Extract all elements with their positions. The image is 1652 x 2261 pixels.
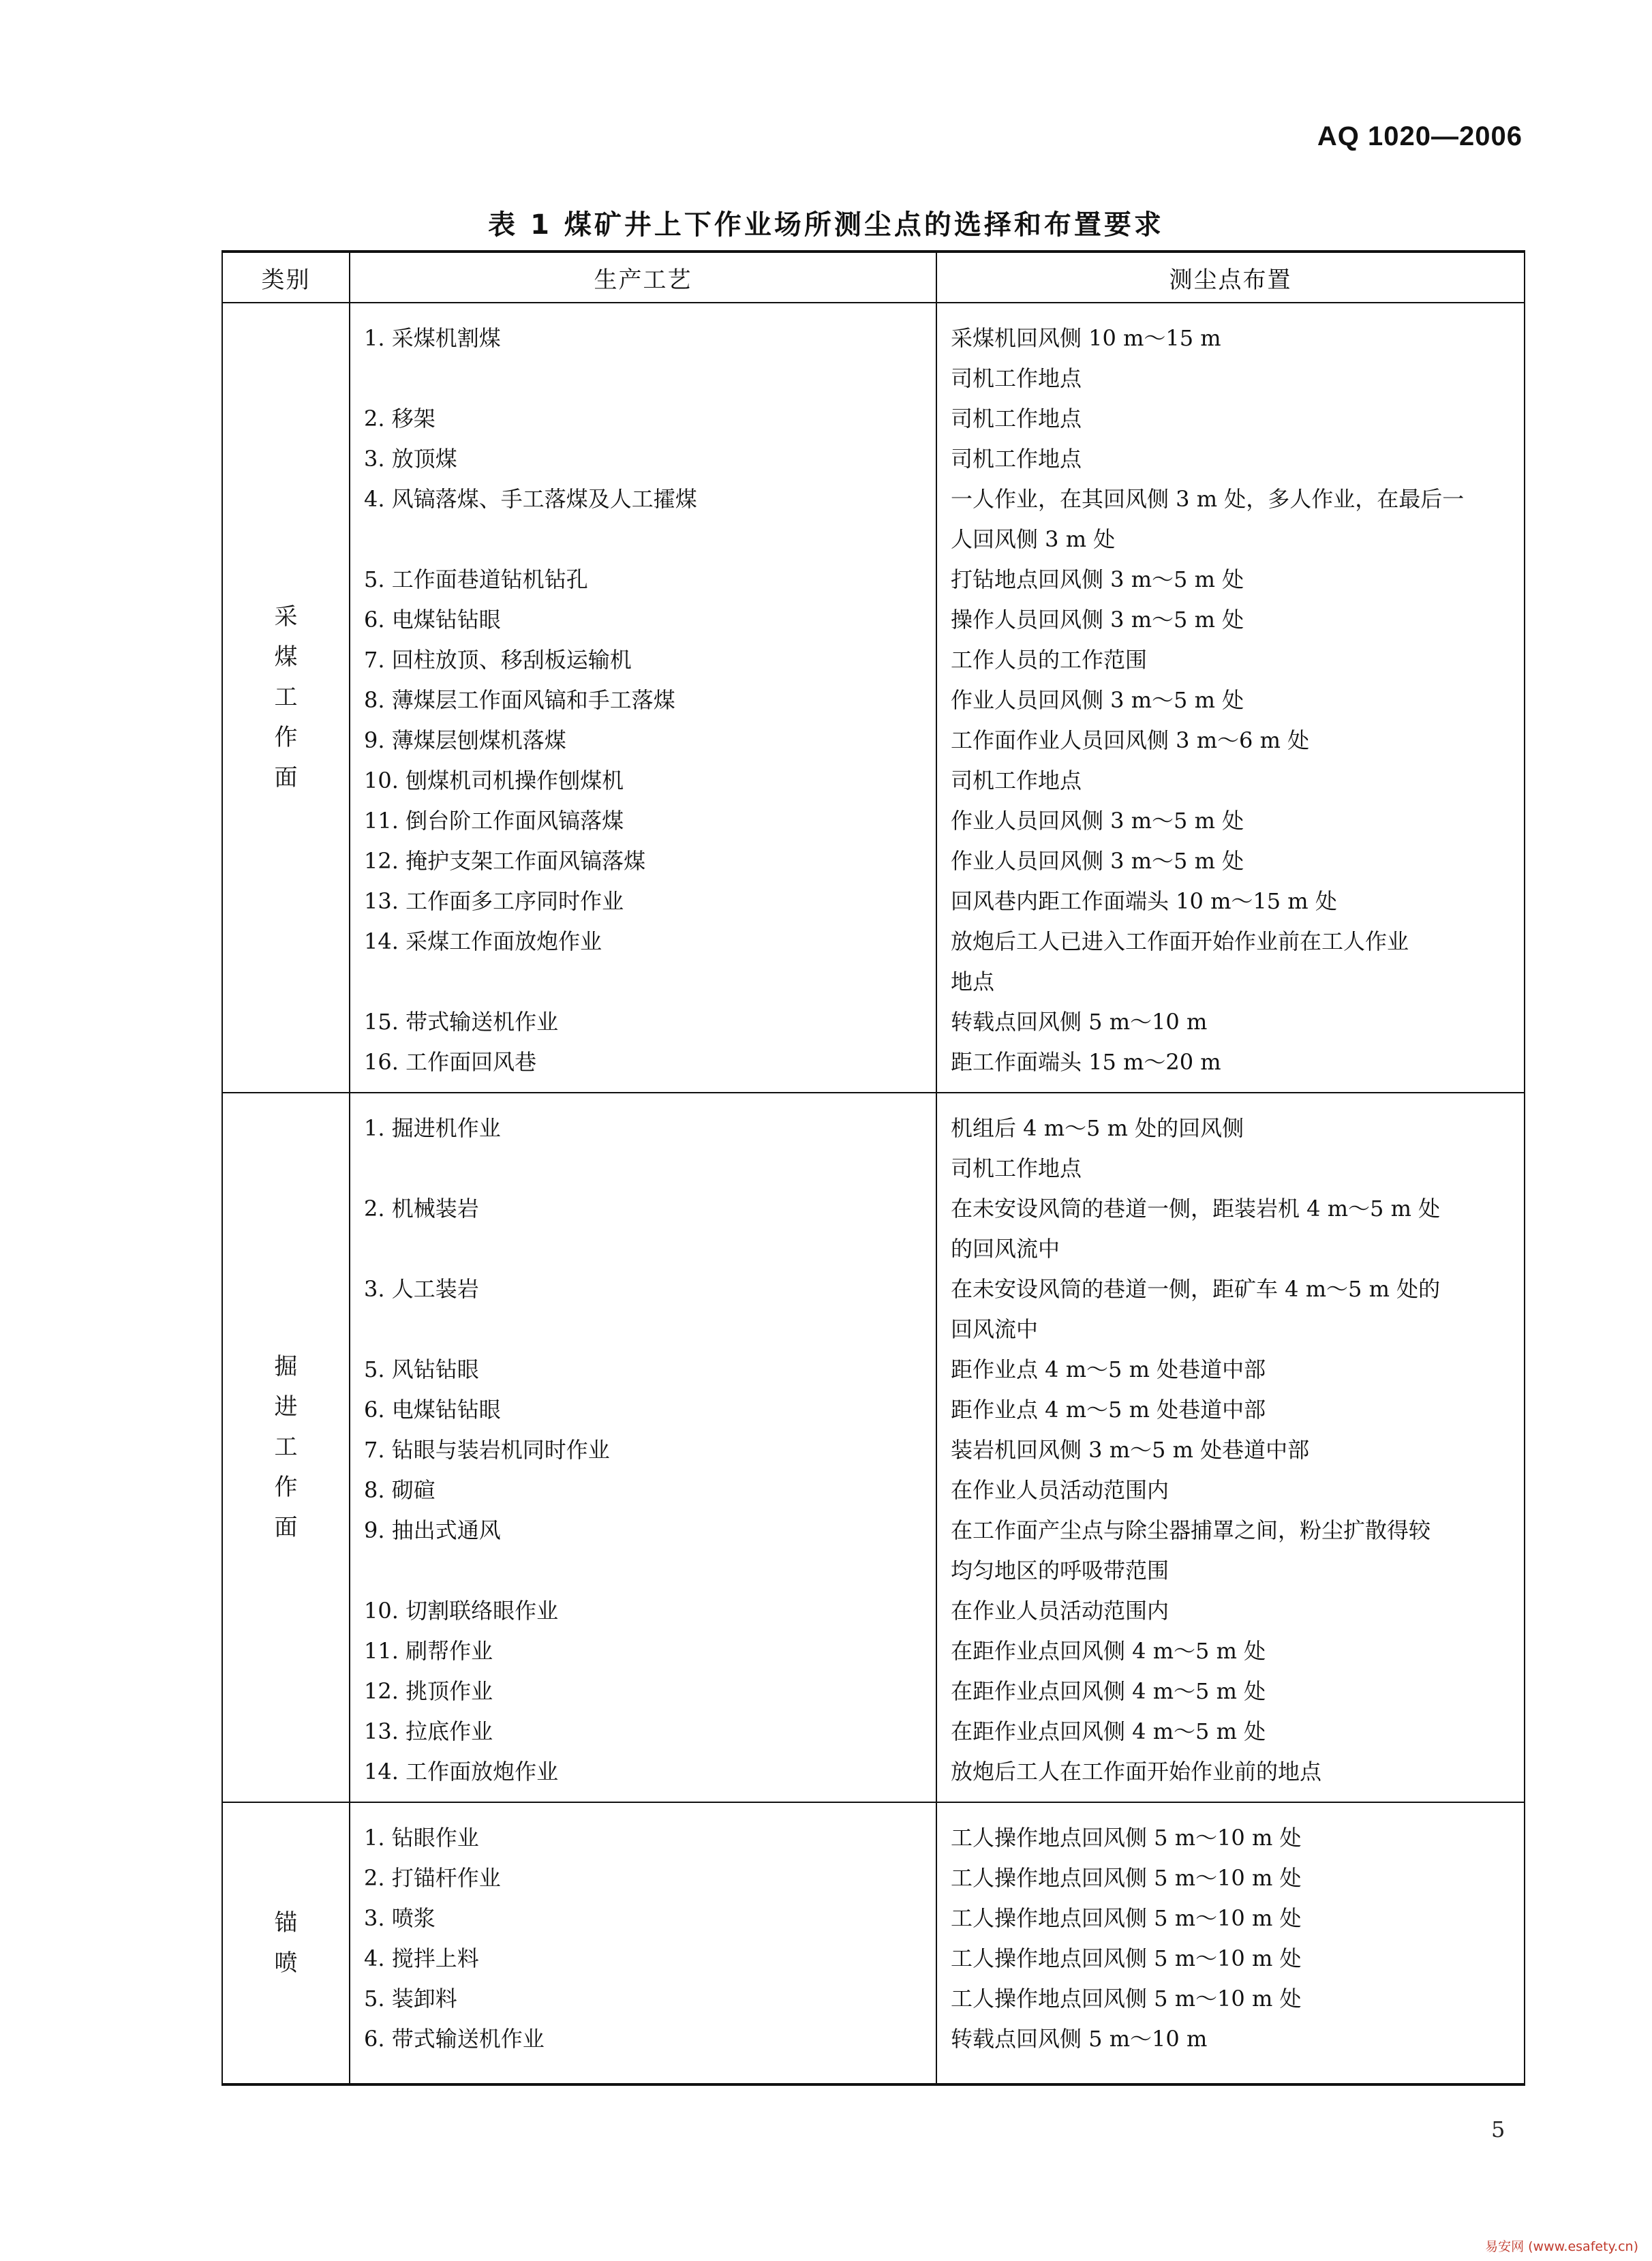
position-item: 司机工作地点 [951, 768, 1082, 793]
position-item: 机组后 4 m～5 m 处的回风侧 [951, 1115, 1244, 1141]
process-item: 2. 机械装岩 [364, 1196, 479, 1221]
process-item: 1. 掘进机作业 [364, 1115, 501, 1141]
process-item: 6. 带式输送机作业 [364, 2026, 545, 2052]
category-char: 掘 [274, 1353, 298, 1380]
process-item: 4. 风镐落煤、手工落煤及人工攉煤 [364, 486, 697, 512]
position-item: 司机工作地点 [951, 1155, 1082, 1181]
process-item: 13. 工作面多工序同时作业 [364, 888, 624, 914]
table-section-row [222, 1093, 1525, 1802]
category-char: 作 [274, 1474, 298, 1501]
table-body [222, 303, 1525, 2084]
process-item: 14. 采煤工作面放炮作业 [364, 928, 602, 954]
process-item: 1. 采煤机割煤 [364, 325, 501, 351]
process-item: 14. 工作面放炮作业 [364, 1759, 559, 1785]
site-watermark: 易安网 (www.esafety.cn) [1485, 2239, 1638, 2254]
position-list [937, 1803, 1524, 2069]
category-char: 工 [274, 684, 298, 711]
category-char: 工 [274, 1433, 298, 1461]
position-item: 在未安设风筒的巷道一侧，距装岩机 4 m～5 m 处 [951, 1196, 1441, 1221]
process-item: 8. 薄煤层工作面风镐和手工落煤 [364, 687, 675, 713]
process-item [350, 1149, 936, 1189]
position-item: 在作业人员活动范围内 [951, 1598, 1169, 1624]
position-item: 转载点回风侧 5 m～10 m [951, 2026, 1208, 2052]
process-item: 7. 钻眼与装岩机同时作业 [364, 1437, 610, 1463]
process-item: 15. 带式输送机作业 [364, 1009, 559, 1035]
category-char: 采 [274, 603, 298, 631]
category-cell [222, 1093, 350, 1802]
position-item: 工人操作地点回风侧 5 m～10 m 处 [951, 1945, 1302, 1971]
position-item: 转载点回风侧 5 m～10 m [951, 1009, 1208, 1035]
position-item: 工作面作业人员回风侧 3 m～6 m 处 [951, 727, 1310, 753]
process-list [350, 1803, 936, 2069]
position-item: 回风巷内距工作面端头 10 m～15 m 处 [951, 888, 1337, 914]
column-header: 测尘点布置 [936, 252, 1525, 303]
position-item: 在作业人员活动范围内 [951, 1477, 1169, 1503]
position-list [937, 303, 1524, 1092]
process-item: 16. 工作面回风巷 [364, 1049, 537, 1075]
position-item: 工人操作地点回风侧 5 m～10 m 处 [951, 1986, 1302, 2012]
process-item: 9. 薄煤层刨煤机落煤 [364, 727, 566, 753]
position-item: 工人操作地点回风侧 5 m～10 m 处 [951, 1825, 1302, 1851]
position-list [937, 1093, 1524, 1802]
position-item: 工作人员的工作范围 [951, 647, 1148, 673]
category-cell [222, 303, 350, 1093]
position-item: 工人操作地点回风侧 5 m～10 m 处 [951, 1905, 1302, 1931]
process-item: 13. 拉底作业 [364, 1718, 493, 1744]
position-item: 距作业点 4 m～5 m 处巷道中部 [951, 1356, 1266, 1382]
position-item: 作业人员回风侧 3 m～5 m 处 [951, 848, 1244, 874]
position-item: 工人操作地点回风侧 5 m～10 m 处 [951, 1865, 1302, 1891]
process-item: 3. 人工装岩 [364, 1276, 479, 1302]
process-cell [350, 1802, 936, 2084]
process-item: 3. 喷浆 [364, 1905, 435, 1931]
process-item: 11. 倒台阶工作面风镐落煤 [364, 808, 624, 834]
category-cell [222, 1802, 350, 2084]
process-item: 5. 风钻钻眼 [364, 1356, 479, 1382]
process-item [350, 519, 936, 560]
position-item: 一人作业，在其回风侧 3 m 处，多人作业，在最后一 [951, 486, 1465, 512]
process-item [350, 1309, 936, 1350]
position-item: 距工作面端头 15 m～20 m [951, 1049, 1221, 1075]
position-item: 作业人员回风侧 3 m～5 m 处 [951, 808, 1244, 834]
process-item: 10. 刨煤机司机操作刨煤机 [364, 768, 624, 793]
position-item: 人回风侧 3 m 处 [951, 526, 1116, 552]
table-header-row [222, 252, 1525, 303]
position-cell [936, 303, 1525, 1093]
process-item: 2. 打锚杆作业 [364, 1865, 501, 1891]
page-number: 5 [1491, 2116, 1505, 2142]
position-item: 放炮后工人在工作面开始作业前的地点 [951, 1759, 1322, 1785]
category-char: 进 [274, 1393, 298, 1421]
process-cell [350, 303, 936, 1093]
position-item: 在距作业点回风侧 4 m～5 m 处 [951, 1638, 1266, 1664]
process-item [350, 1551, 936, 1591]
position-item: 作业人员回风侧 3 m～5 m 处 [951, 687, 1244, 713]
position-item: 司机工作地点 [951, 406, 1082, 431]
table-section-row [222, 303, 1525, 1093]
category-char: 面 [274, 1514, 298, 1541]
position-item: 司机工作地点 [951, 446, 1082, 472]
process-list [350, 303, 936, 1092]
dust-point-table [221, 250, 1525, 2086]
process-item: 5. 工作面巷道钻机钻孔 [364, 566, 588, 592]
position-cell [936, 1802, 1525, 2084]
process-item: 11. 刷帮作业 [364, 1638, 493, 1664]
category-char: 喷 [274, 1949, 298, 1977]
process-item: 7. 回柱放顶、移刮板运输机 [364, 647, 632, 673]
position-item: 采煤机回风侧 10 m～15 m [951, 325, 1221, 351]
position-item: 装岩机回风侧 3 m～5 m 处巷道中部 [951, 1437, 1310, 1463]
position-item: 放炮后工人已进入工作面开始作业前在工人作业 [951, 928, 1409, 954]
process-item [350, 359, 936, 399]
position-item: 司机工作地点 [951, 365, 1082, 391]
process-item: 8. 砌碹 [364, 1477, 435, 1503]
category-char: 锚 [274, 1909, 298, 1937]
position-item: 均匀地区的呼吸带范围 [951, 1558, 1169, 1583]
process-item: 6. 电煤钻钻眼 [364, 607, 501, 633]
position-item: 距作业点 4 m～5 m 处巷道中部 [951, 1397, 1266, 1423]
position-item: 操作人员回风侧 3 m～5 m 处 [951, 607, 1244, 633]
process-item: 3. 放顶煤 [364, 446, 457, 472]
position-item: 在未安设风筒的巷道一侧，距矿车 4 m～5 m 处的 [951, 1276, 1441, 1302]
process-item [350, 1229, 936, 1269]
column-header: 类别 [222, 252, 350, 303]
position-item: 地点 [951, 969, 995, 995]
process-item: 4. 搅拌上料 [364, 1945, 479, 1971]
process-item: 6. 电煤钻钻眼 [364, 1397, 501, 1423]
standard-code: AQ 1020—2006 [1317, 121, 1523, 151]
category-char: 煤 [274, 643, 298, 671]
process-item [350, 962, 936, 1002]
process-cell [350, 1093, 936, 1802]
process-item: 9. 抽出式通风 [364, 1517, 501, 1543]
process-item: 1. 钻眼作业 [364, 1825, 479, 1851]
process-list [350, 1093, 936, 1802]
position-item: 的回风流中 [951, 1236, 1060, 1262]
process-item: 10. 切割联络眼作业 [364, 1598, 559, 1624]
table-section-row [222, 1802, 1525, 2084]
position-item: 打钻地点回风侧 3 m～5 m 处 [951, 566, 1244, 592]
position-cell [936, 1093, 1525, 1802]
category-char: 面 [274, 764, 298, 791]
position-item: 在工作面产尘点与除尘器捕罩之间，粉尘扩散得较 [951, 1517, 1431, 1543]
position-item: 回风流中 [951, 1316, 1039, 1342]
column-header: 生产工艺 [350, 252, 936, 303]
category-char: 作 [274, 724, 298, 751]
dust-point-table-container [221, 250, 1524, 2086]
process-item: 12. 掩护支架工作面风镐落煤 [364, 848, 646, 874]
position-item: 在距作业点回风侧 4 m～5 m 处 [951, 1718, 1266, 1744]
process-item: 12. 挑顶作业 [364, 1678, 493, 1704]
process-item: 5. 装卸料 [364, 1986, 457, 2012]
process-item: 2. 移架 [364, 406, 435, 431]
table-title: 表 1 煤矿井上下作业场所测尘点的选择和布置要求 [488, 209, 1164, 241]
position-item: 在距作业点回风侧 4 m～5 m 处 [951, 1678, 1266, 1704]
